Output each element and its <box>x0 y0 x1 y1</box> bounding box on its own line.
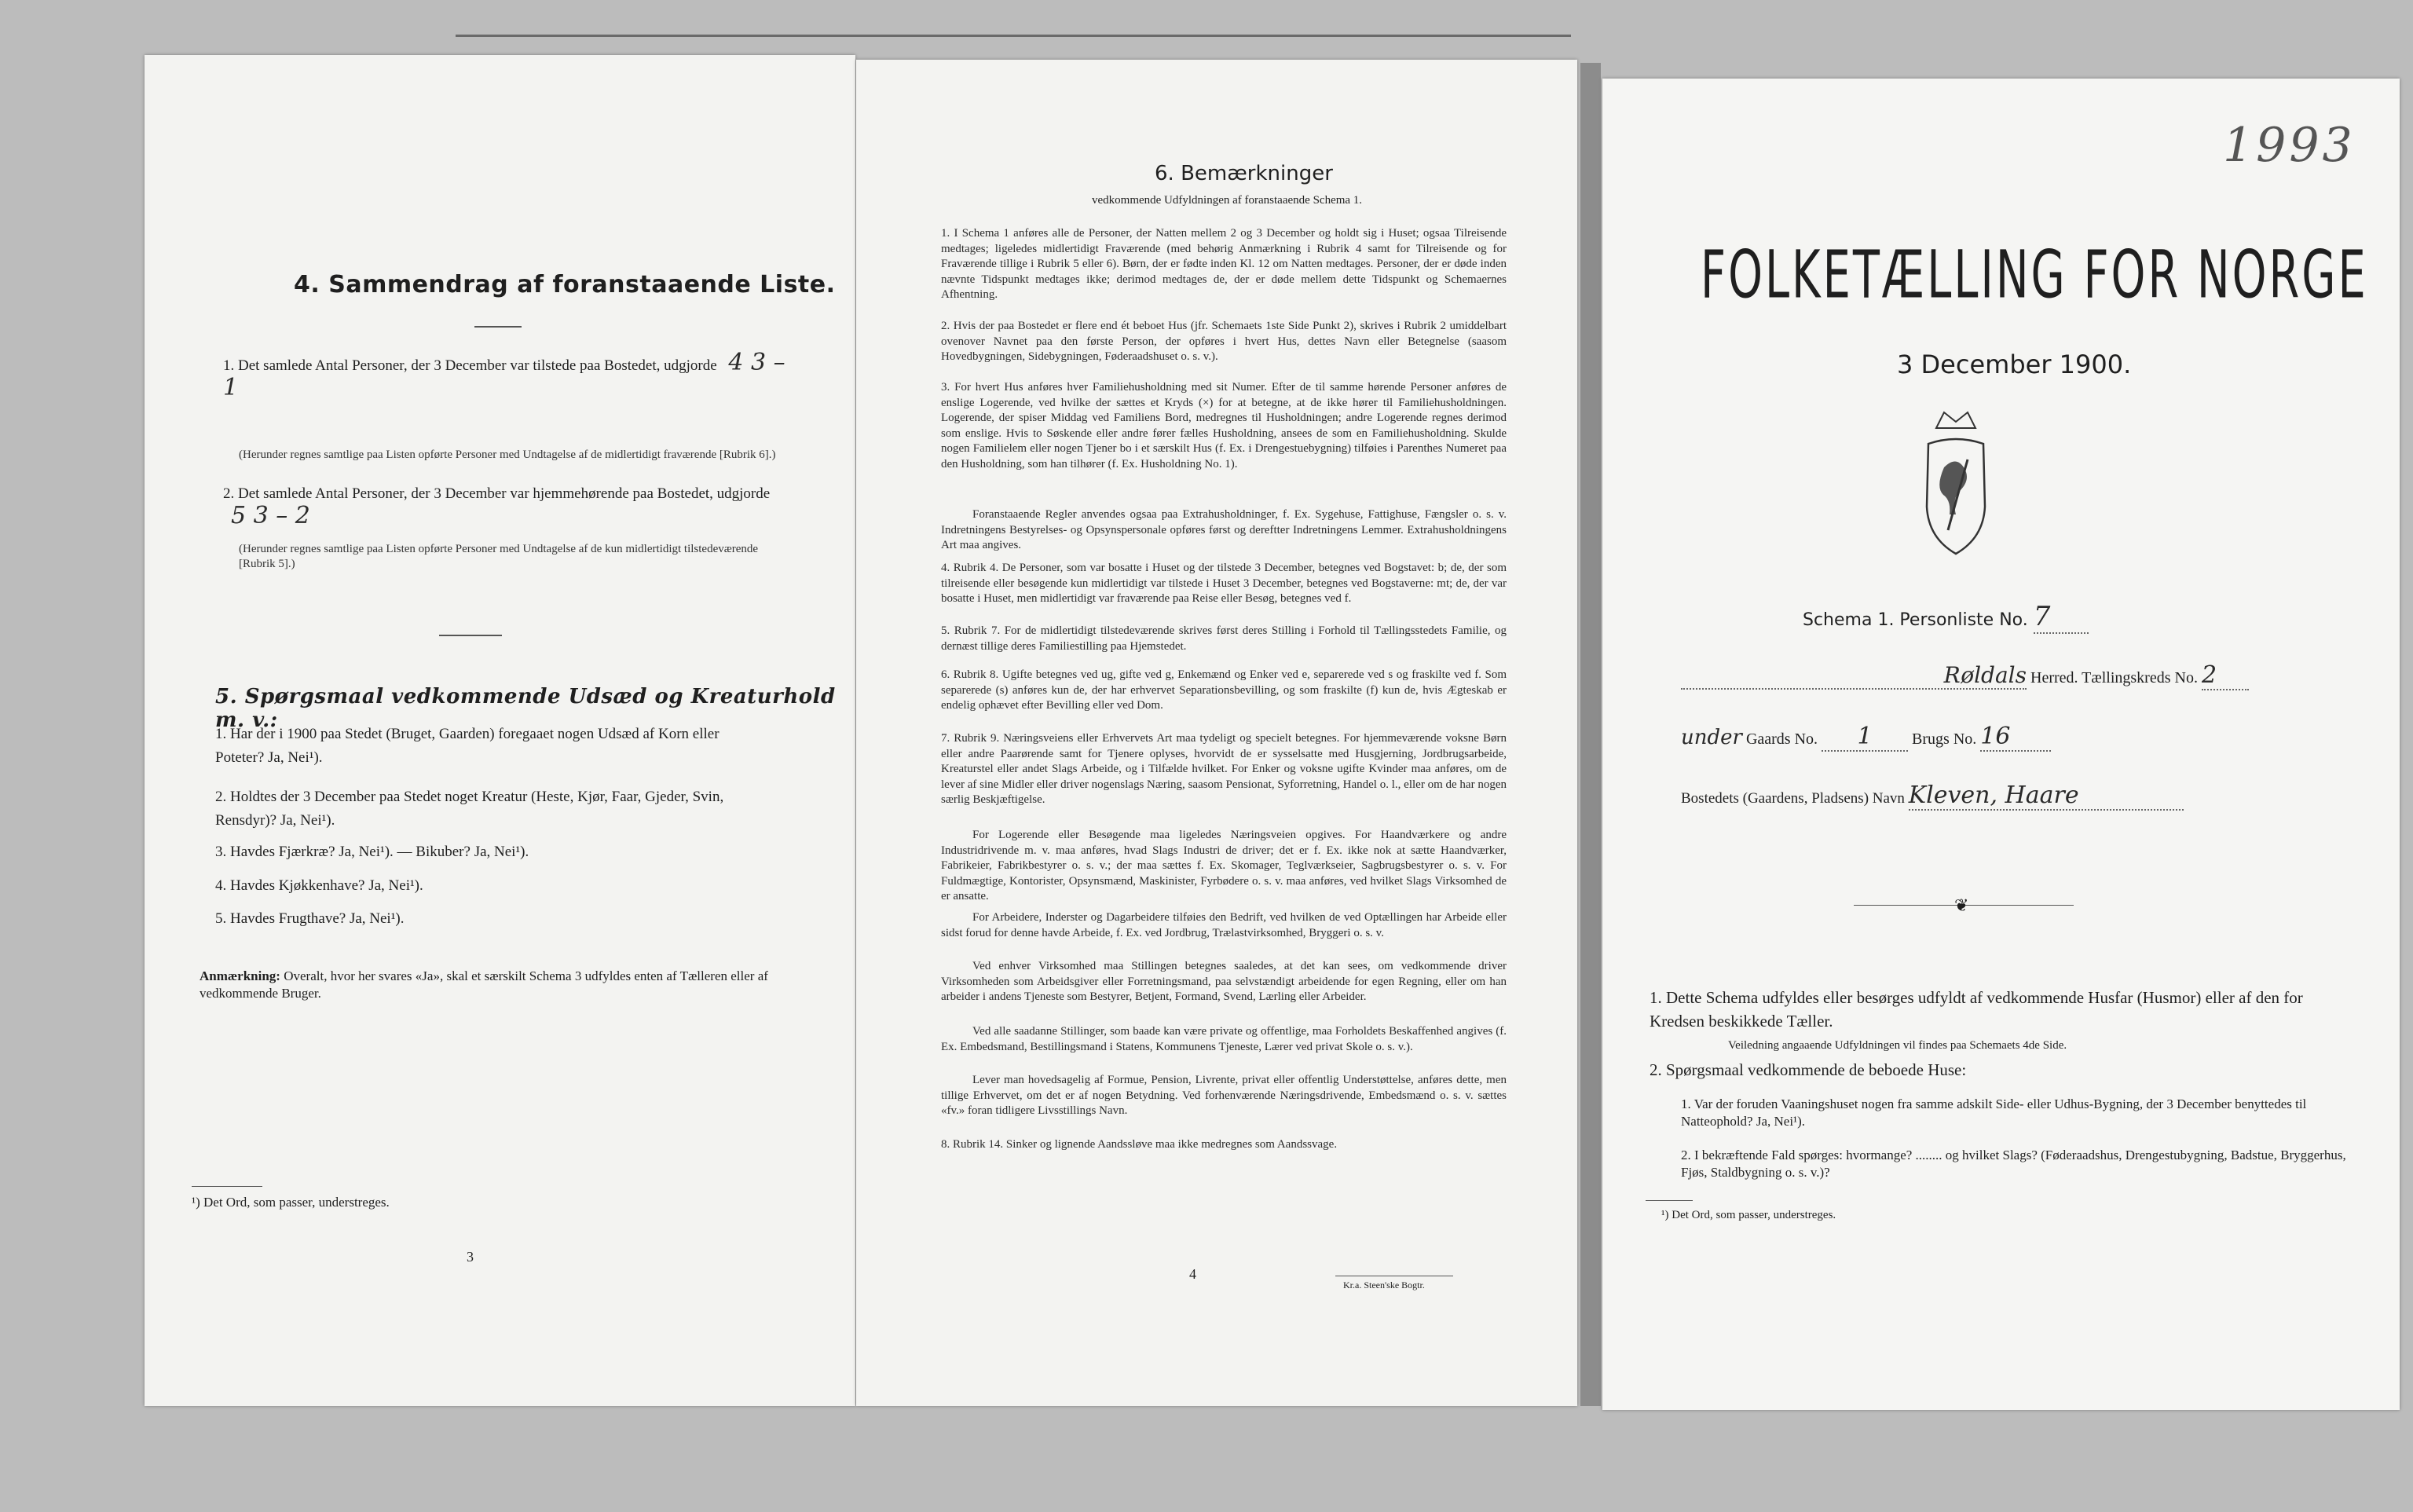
gaards-label: Gaards No. <box>1745 730 1818 748</box>
divider <box>439 635 502 636</box>
gaards-prefix: under <box>1681 726 1742 749</box>
summary-item-1-text: 1. Det samlede Antal Personer, der 3 December var tilstede paa Bostedet, udgjorde <box>223 357 717 374</box>
herred-label: Herred. <box>2030 669 2078 686</box>
house-question-2: 2. I bekræftende Fald spørges: hvormange? ........ og hvilket Slags? (Føderaadshus, Drengestubygning, Badstue, Bryggerhus, Fjøs, Staldbygning o. s. v.)? <box>1681 1148 2346 1180</box>
footnote-rule <box>192 1186 262 1187</box>
schema-label: Schema 1. Personliste No. <box>1803 610 2028 630</box>
bosted-label: Bostedets (Gaardens, Pladsens) Navn <box>1681 790 1905 807</box>
taellingskreds-label: Tællingskreds No. <box>2082 669 2198 686</box>
remark-7-industry: For Logerende eller Besøgende maa ligeledes Næringsveien opgives. For Haandværkere og andre Industridrivende m. v. maa anføres, hvad Slags Industri de driver; det er f. Ex. ikke nok at sætte Haandværker, Fabrikeier, Fabrikbestyrer o. s. v.; der maa sættes f. Ex. Skomager, Teglværkseier, Sagbrugsbestyrer o. s. v. For Fuldmægtige, Kontorister, Opsynsmænd, Maskinister, Fyrbødere o. s. v. maa anføres, ved hvilket Slags Virksomhed de er ansatte. <box>941 829 1507 903</box>
question-3: 3. Havdes Fjærkræ? Ja, Nei¹). — Bikuber? Ja, Nei¹). <box>215 844 529 860</box>
printer-mark: Kr.a. Steen'ske Bogtr. <box>1343 1280 1425 1291</box>
remarks-subtitle: vedkommende Udfyldningen af foranstaaende Schema 1. <box>1092 194 1363 207</box>
instruction-1: 1. Dette Schema udfyldes eller besørges udfyldt af vedkommende Husfar (Husmor) eller af den for Kredsen beskikkede Tæller. <box>1650 988 2303 1031</box>
remark-6: 6. Rubrik 8. Ugifte betegnes ved ug, gifte ved g, Enkemænd og Enker ved e, separerede ved s og fraskilte ved f. Som separerede (s) anføres kun de, der har erhvervet Separationsbevilling, og som fraskilte (f) kun de, hvis Ægteskab er endelig ophævet efter Bevilling eller ved Dom. <box>941 668 1507 712</box>
census-title: FOLKETÆLLING FOR NORGE <box>1701 236 2368 313</box>
instruction-2: 2. Spørgsmaal vedkommende de beboede Huse: <box>1650 1060 1967 1079</box>
remarks-title: 6. Bemærkninger <box>1155 162 1333 185</box>
census-date: 3 December 1900. <box>1897 350 2132 379</box>
bosted-value: Kleven, Haare <box>1909 782 2184 811</box>
remark-7-pension: Lever man hovedsagelig af Formue, Pension, Livrente, privat eller offentlig Understøttelse, anføres dette, men tillige Erhvervet, om det er af nogen Betydning. Ved forhenværende Næringsdrivende, Embedsmænd o. s. v. sættes «fv.» foran tidligere Livsstillings Navn. <box>941 1074 1507 1118</box>
remark-3-extra: Foranstaaende Regler anvendes ogsaa paa Extrahusholdninger, f. Ex. Sygehuse, Fattighuse, Fængsler o. s. v. Indretningens Bestyrelses- og Opsynspersonale opføres først og dereftter Indretningens Lemmer. Extrahusholdningens Art maa angives. <box>941 508 1507 552</box>
schema-number: 7 <box>2034 601 2089 634</box>
question-2: 2. Holdtes der 3 December paa Stedet noget Kreatur (Heste, Kjør, Faar, Gjeder, Svin, Rensdyr)? Ja, Nei¹). <box>215 789 724 829</box>
norwegian-coat-of-arms-icon <box>1913 405 1999 562</box>
page-number: 3 <box>467 1249 474 1265</box>
summary-item-1-value: 4 3 – 1 <box>223 349 785 401</box>
taellingskreds-value: 2 <box>2202 661 2249 690</box>
question-4: 4. Havdes Kjøkkenhave? Ja, Nei¹). <box>215 877 423 894</box>
summary-item-1-note: (Herunder regnes samtlige paa Listen opførte Personer med Undtagelse af de midlertidigt fraværende [Rubrik 6].) <box>239 448 776 461</box>
remark-8: 8. Rubrik 14. Sinker og lignende Aandssløve maa ikke medregnes som Aandssvage. <box>941 1138 1338 1151</box>
handwritten-archive-number: 1993 <box>2223 118 2356 173</box>
house-question-1: 1. Var der foruden Vaaningshuset nogen fra samme adskilt Side- eller Udhus-Bygning, der 3 December benyttedes til Natteophold? Ja, Nei¹). <box>1681 1096 2307 1129</box>
section-5-title: 5. Spørgsmaal vedkommende Udsæd og Kreaturhold m. v.: <box>215 685 836 732</box>
question-5: 5. Havdes Frugthave? Ja, Nei¹). <box>215 910 405 927</box>
remark-3: 3. For hvert Hus anføres hver Familiehusholdning med sit Numer. Efter de til samme hørende Personer anføres de enslige Logerende, ved hvilke der sættes et Kryds (×) for at betegne, at de ikke hører til Familiehusholdningen. Logerende, der spiser Middag ved Familiens Bord, medregnes til Husholdningen; andre Logerende regnes derimod som enslige. Hvis to Søskende eller andre fører fælles Husholdning, ansees de som en Familiehusholdning. Skulde nogen Familielem eller nogen Tjener bo i et særskilt Hus (f. Ex. i Drengestuebygning) tilføies i Parenthes Numeret paa den Husholdning, som han tilhører (f. Ex. Husholdning No. 1). <box>941 381 1507 470</box>
summary-item-2-text: 2. Det samlede Antal Personer, der 3 December var hjemmehørende paa Bostedet, udgjorde <box>223 485 771 502</box>
remark-2: 2. Hvis der paa Bostedet er flere end ét beboet Hus (jfr. Schemaets 1ste Side Punkt 2), skrives i Rubrik 2 umiddelbart ovenover Navnet paa den første Person, der opføres i hvert Hus, dettes Navn eller Betegnelse (saasom Hovedbygningen, Sidebygningen, Føderaadshuset o. s. v.). <box>941 320 1507 364</box>
divider <box>474 326 522 328</box>
instruction-1-note: Veiledning angaaende Udfyldningen vil findes paa Schemaets 4de Side. <box>1728 1039 2067 1052</box>
page-number: 4 <box>1189 1266 1196 1282</box>
ornament-icon: ❦ <box>1954 895 1969 915</box>
question-1: 1. Har der i 1900 paa Stedet (Bruget, Gaarden) foregaaet nogen Udsæd af Korn eller Poteter? Ja, Nei¹). <box>215 726 720 766</box>
brugs-value: 16 <box>1980 723 2051 752</box>
annotation-label: Anmærkning: <box>200 968 280 983</box>
summary-item-1 <box>223 349 789 402</box>
remark-7-public: Ved alle saadanne Stillinger, som baade kan være private og offentlige, maa Forholdets Beskaffenhed angives (f. Ex. Embedsmand, Bestillingsmand i Statens, Kommunens Tjeneste, Lærer ved privat Skole o. s. v.). <box>941 1025 1507 1053</box>
section-4-title: 4. Sammendrag af foranstaaende Liste. <box>294 271 836 298</box>
page-3-summary <box>145 55 855 1406</box>
footnote-rule <box>1646 1200 1693 1201</box>
gaards-value: 1 <box>1822 723 1908 752</box>
title-page <box>1602 79 2400 1410</box>
remark-1: 1. I Schema 1 anføres alle de Personer, der Natten mellem 2 og 3 December og holdt sig i Huset; ogsaa Tilreisende medtages; ligeledes midlertidigt Fraværende (med behørig Anmærkning i Rubrik 4 samt for Tilreisende og for Fraværende tillige i Rubrik 5 eller 6). Børn, der er fødte inden Kl. 12 om Natten medtages. Personer, der er døde inden nævnte Tidspunkt medtages ikke; derimod medtages de, der er døde mellem dette Tidspunkt og Schemaernes Afhentning. <box>941 227 1507 302</box>
footnote: ¹) Det Ord, som passer, understreges. <box>192 1195 390 1210</box>
remark-7: 7. Rubrik 9. Næringsveiens eller Erhvervets Art maa tydeligt og specielt betegnes. For hjemmeværende voksne Børn eller andre Paarørende samt for Tjenere oplyses, hvorvidt de er sysselsatte med Husgjerning, Jordbrugsarbeide, Kreaturstel eller andet Slags Arbeide, og i Tilfælde hvilket. For Enker og voksne ugifte Kvinder maa anføres, om de lever af sine Midler eller driver nogenslags Næring, saasom Pensionat, Syforretning, Handel o. l., eller om de har nogen særlig Beskjæftigelse. <box>941 732 1507 807</box>
page-edge-shadow <box>1580 63 1601 1406</box>
remark-7-position: Ved enhver Virksomhed maa Stillingen betegnes saaledes, at det kan sees, om vedkommende driver Virksomheden som Arbeidsgiver eller Forretningsmand, paa selvstændigt arbeidende for egen Regning, eller om han arbeider i andens Tjeneste som Bestyrer, Betjent, Formand, Svend, Lærling eller Arbeider. <box>941 960 1507 1004</box>
summary-item-2 <box>223 483 789 530</box>
herred-value: Røldals <box>1943 662 2027 688</box>
schema-line <box>1803 601 2089 634</box>
bosted-line <box>1681 782 2388 811</box>
gaards-line <box>1681 723 2388 752</box>
scan-top-edge <box>456 35 1571 37</box>
brugs-label: Brugs No. <box>1912 730 1977 748</box>
summary-item-2-value: 5 3 – 2 <box>231 502 310 529</box>
footnote: ¹) Det Ord, som passer, understreges. <box>1661 1209 1836 1221</box>
annotation-text: Overalt, hvor her svares «Ja», skal et særskilt Schema 3 udfyldes enten af Tælleren eller af vedkommende Bruger. <box>200 968 768 1001</box>
remark-5: 5. Rubrik 7. For de midlertidigt tilstedeværende skrives først deres Stilling i Forhold til Tællingsstedets Familie, og dernæst tillige deres Familiestilling paa Hjemstedet. <box>941 624 1507 653</box>
summary-item-2-note: (Herunder regnes samtlige paa Listen opførte Personer med Undtagelse af de kun midlertidigt tilstedeværende [Rubrik 5].) <box>239 543 759 570</box>
remark-7-workers: For Arbeidere, Inderster og Dagarbeidere tilføies den Bedrift, ved hvilken de ved Optællingen har Arbeide eller sidst forud for denne havde Arbeide, f. Ex. ved Jordbrug, Trælastvirksomhed, Bryggeri o. s. v. <box>941 911 1507 939</box>
herred-line <box>1681 661 2388 690</box>
page-4-remarks <box>856 60 1577 1406</box>
annotation <box>200 968 812 1002</box>
remark-4: 4. Rubrik 4. De Personer, som var bosatte i Huset og der tilstede 3 December, betegnes ved Bogstavet: b; de, der som tilreisende eller besøgende kun midlertidigt var tilstede i Huset 3 December, betegnes ved Bogstaverne: mt; de, der var bosatte i Huset, men midlertidigt var fraværende paa Reise eller Besøg, betegnes ved f. <box>941 562 1507 606</box>
